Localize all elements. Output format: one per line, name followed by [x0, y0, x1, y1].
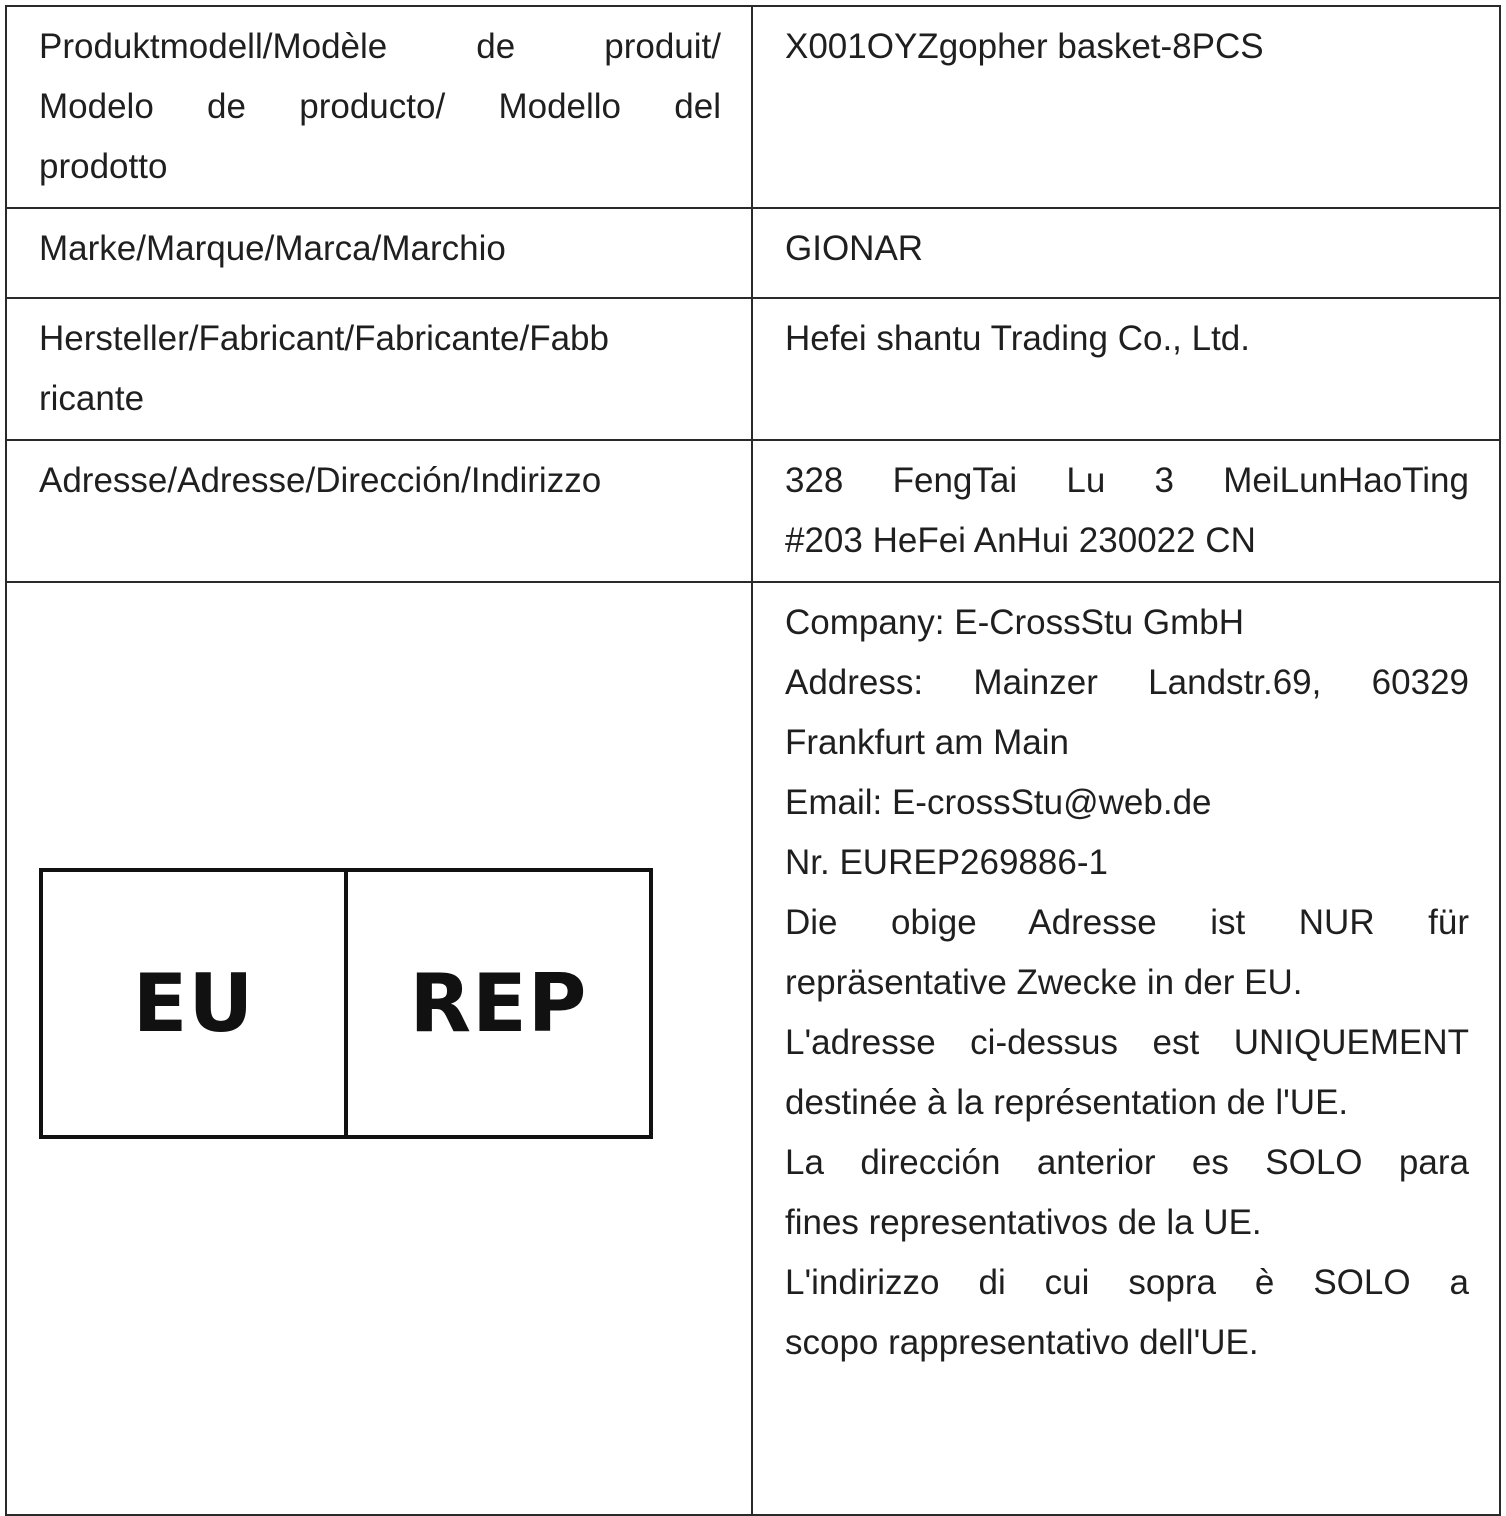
- label-line: ricante: [39, 379, 145, 418]
- label-cell-address: [6, 440, 752, 582]
- eu-rep-note-de-cont: repräsentative Zwecke in der EU.: [785, 963, 1303, 1002]
- eu-rep-symbol-eu: EU: [132, 956, 255, 1050]
- eu-rep-note-es-cont: fines representativos de la UE.: [785, 1203, 1262, 1242]
- value-line: X001OYZgopher basket-8PCS: [785, 27, 1264, 66]
- label-line: prodotto: [39, 147, 168, 186]
- table-row-manufacturer: [6, 298, 1500, 440]
- eu-rep-details-cell: [752, 582, 1500, 1515]
- eu-rep-note-it: L'indirizzo di cui sopra è SOLO a: [785, 1263, 1469, 1302]
- product-info-table: [5, 5, 1501, 1516]
- label-line: Produktmodell/Modèle de produit/: [39, 27, 721, 66]
- eu-rep-address-city: Frankfurt am Main: [785, 723, 1069, 762]
- value-cell-address: [752, 440, 1500, 582]
- table-row-product-model: [6, 6, 1500, 208]
- value-line: #203 HeFei AnHui 230022 CN: [785, 521, 1256, 560]
- value-cell-brand: [752, 208, 1500, 298]
- eu-rep-company: Company: E-CrossStu GmbH: [785, 603, 1245, 642]
- eu-rep-note-it-cont: scopo rappresentativo dell'UE.: [785, 1323, 1259, 1362]
- label-line: Hersteller/Fabricant/Fabricante/Fabb: [39, 319, 609, 358]
- eu-rep-symbol: [39, 868, 653, 1139]
- eu-rep-note-de: Die obige Adresse ist NUR für: [785, 903, 1469, 942]
- value-line: Hefei shantu Trading Co., Ltd.: [785, 319, 1250, 358]
- label-cell-manufacturer: [6, 298, 752, 440]
- value-line: GIONAR: [785, 229, 924, 268]
- label-cell-product-model: [6, 6, 752, 208]
- label-line: Marke/Marque/Marca/Marchio: [39, 229, 506, 268]
- eu-rep-symbol-rep: REP: [409, 956, 588, 1050]
- value-cell-product-model: [752, 6, 1500, 208]
- table-row-brand: [6, 208, 1500, 298]
- label-line: Adresse/Adresse/Dirección/Indirizzo: [39, 461, 602, 500]
- table-row-address: [6, 440, 1500, 582]
- eu-rep-note-es: La dirección anterior es SOLO para: [785, 1143, 1469, 1182]
- table-row-eu-rep: [6, 582, 1500, 1515]
- eu-rep-number: Nr. EUREP269886-1: [785, 843, 1108, 882]
- label-line: Modelo de producto/ Modello del: [39, 87, 721, 126]
- eu-rep-address: Address: Mainzer Landstr.69, 60329: [785, 663, 1469, 702]
- value-line: 328 FengTai Lu 3 MeiLunHaoTing: [785, 461, 1469, 500]
- value-cell-manufacturer: [752, 298, 1500, 440]
- eu-rep-email: Email: E-crossStu@web.de: [785, 783, 1212, 822]
- eu-rep-symbol-cell: [6, 582, 752, 1515]
- eu-rep-note-fr: L'adresse ci-dessus est UNIQUEMENT: [785, 1023, 1469, 1062]
- eu-rep-note-fr-cont: destinée à la représentation de l'UE.: [785, 1083, 1349, 1122]
- label-cell-brand: [6, 208, 752, 298]
